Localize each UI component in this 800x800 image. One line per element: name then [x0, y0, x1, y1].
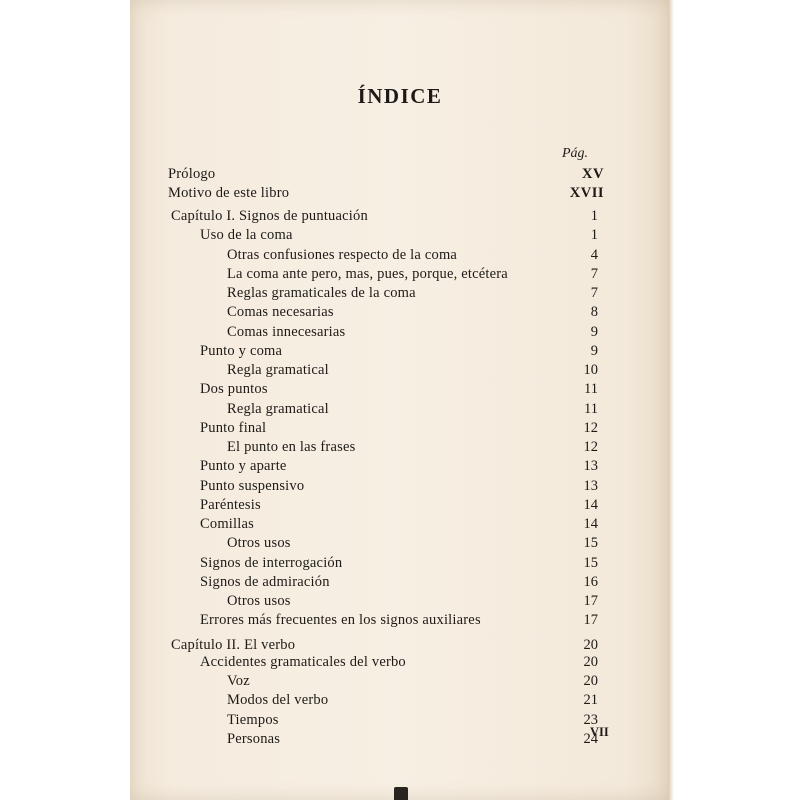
toc-entry: [227, 711, 598, 730]
toc-entry: [227, 691, 598, 710]
toc-entry: [200, 653, 598, 672]
toc-entry-label: Capítulo I. Signos de puntuación: [171, 208, 368, 224]
toc-entry-label: El punto en las frases: [227, 439, 356, 455]
toc-entry: [227, 303, 598, 322]
toc-entry-page: 20: [583, 653, 598, 670]
toc-entry-page: 10: [583, 362, 598, 378]
toc-entry-page: 23: [583, 711, 598, 728]
toc-entry-label: Uso de la coma: [200, 227, 293, 244]
toc-entry: [200, 477, 598, 496]
toc-entry-page: 11: [584, 400, 598, 417]
toc-entry-page: 12: [583, 419, 598, 436]
toc-entry-page: 9: [590, 342, 598, 359]
toc-entry-page: 17: [583, 612, 598, 629]
toc-entry-motivo: [168, 184, 604, 203]
toc-entry-label: Voz: [227, 673, 250, 689]
toc-entry-label: Otros usos: [227, 535, 291, 552]
toc-entry-label: Reglas gramaticales de la coma: [227, 285, 416, 301]
toc-entry-page: 24: [583, 730, 598, 747]
toc-entry-page: 15: [583, 554, 598, 571]
toc-entry-label: Regla gramatical: [227, 400, 329, 417]
toc-entry-label: Regla gramatical: [227, 362, 329, 378]
toc-entry-page: 20: [583, 636, 598, 653]
toc-entry: [200, 573, 598, 592]
toc-entry-label: Prólogo: [168, 166, 216, 182]
toc-entry-page: 1: [590, 227, 598, 244]
toc-entry-label: Dos puntos: [200, 381, 268, 398]
toc-entry: [171, 636, 598, 655]
toc-entry: [227, 534, 598, 553]
toc-entry-page: 4: [590, 246, 598, 263]
toc-entry-page: 9: [590, 323, 598, 340]
toc-entry-page: 13: [583, 458, 598, 475]
toc-entry-page: XV: [582, 166, 604, 182]
toc-entry-label: Comillas: [200, 516, 254, 532]
toc-entry: [227, 592, 598, 611]
toc-entry: [200, 457, 598, 476]
toc-entry: [200, 380, 598, 399]
toc-entry-page: 14: [583, 516, 598, 532]
toc-entry-label: La coma ante pero, mas, pues, porque, etcétera: [227, 265, 508, 282]
toc-entry-page: 11: [584, 381, 598, 398]
toc-entry-label: Comas necesarias: [227, 304, 334, 321]
toc-entry-label: Personas: [227, 730, 281, 747]
page-title: ÍNDICE: [357, 84, 443, 108]
toc-entry: [200, 496, 598, 515]
toc-entry-page: 12: [583, 439, 598, 455]
toc-entry: [200, 515, 598, 534]
toc-entry-label: Errores más frecuentes en los signos auxiliares: [200, 612, 481, 629]
toc-entry-label: Otros usos: [227, 593, 291, 609]
toc-entry-page: 7: [590, 285, 598, 301]
toc-entry-label: Capítulo II. El verbo: [171, 636, 296, 653]
toc-entry-label: Modos del verbo: [227, 692, 329, 709]
toc-entry-page: 20: [583, 673, 598, 689]
toc-entry-label: Punto final: [200, 419, 267, 436]
toc-entry-page: 7: [590, 265, 598, 282]
toc-entry: [171, 207, 598, 226]
toc-entry-label: Paréntesis: [200, 496, 261, 513]
page-column-label: Pág.: [562, 146, 589, 161]
toc-entry: [227, 284, 598, 303]
toc-entry-label: Comas innecesarias: [227, 323, 346, 340]
toc-entry-label: Otras confusiones respecto de la coma: [227, 246, 458, 263]
toc-entry: [200, 226, 598, 245]
toc-entry-label: Punto y aparte: [200, 458, 287, 475]
toc-entry-label: Signos de interrogación: [200, 554, 343, 571]
toc-entry: [227, 730, 598, 749]
toc-entry: [227, 323, 598, 342]
toc-entry-page: 15: [583, 535, 598, 552]
toc-entry-label: Accidentes gramaticales del verbo: [200, 653, 406, 670]
toc-entry-label: Signos de admiración: [200, 573, 330, 590]
toc-entry: [227, 672, 598, 691]
toc-entry: [227, 361, 598, 380]
binding-mark: [394, 787, 408, 800]
toc-entry-label: Motivo de este libro: [168, 185, 290, 201]
toc-entry: [200, 611, 598, 630]
toc-entry: [227, 438, 598, 457]
toc-entry-label: Punto suspensivo: [200, 477, 305, 494]
toc-entry: [200, 342, 598, 361]
toc-entry-page: 13: [583, 477, 598, 494]
toc-entry: [227, 265, 598, 284]
toc-entry: [227, 400, 598, 419]
toc-entry-label: Punto y coma: [200, 342, 283, 359]
toc-entry: [200, 554, 598, 573]
toc-entry-page: 1: [590, 208, 598, 224]
page-number: VII: [590, 725, 609, 739]
toc-entry: [200, 419, 598, 438]
toc-entry-page: 17: [583, 593, 598, 609]
toc-entry-prologo: [168, 165, 604, 184]
toc-entry-label: Tiempos: [227, 711, 279, 728]
toc-entry-page: 14: [583, 496, 598, 513]
toc-entry-page: 21: [583, 692, 598, 709]
toc-entry-page: 16: [583, 573, 598, 590]
toc-entry-page: 8: [590, 304, 598, 321]
toc-entry-page: XVII: [569, 185, 604, 201]
toc-entry: [227, 246, 598, 265]
